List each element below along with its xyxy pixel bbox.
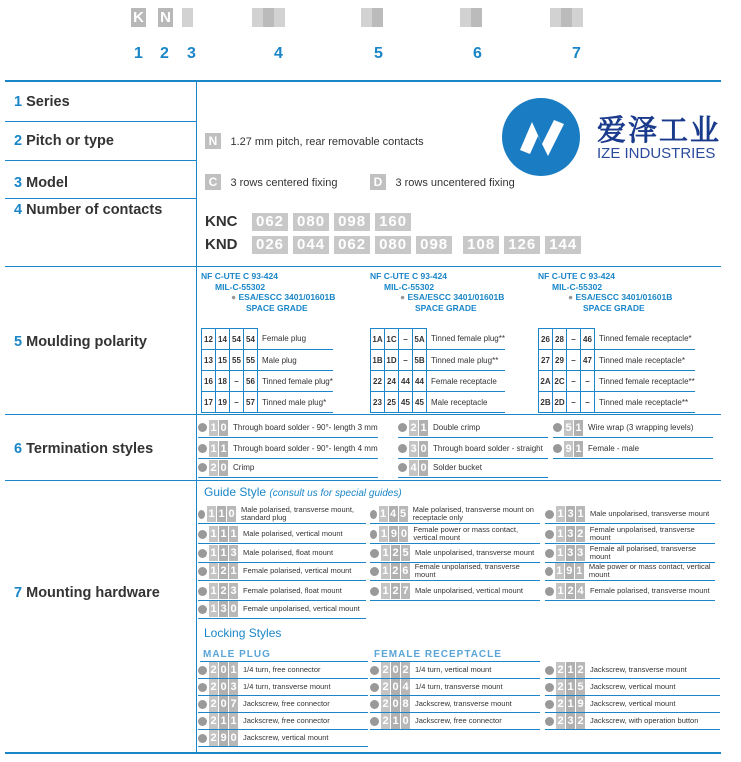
polarity-row xyxy=(202,329,333,350)
polarity-desc: Tinned male plug** xyxy=(427,350,505,371)
polarity-code: 15 xyxy=(216,350,230,371)
polarity-code: 46 xyxy=(581,329,595,350)
polarity-code: 57 xyxy=(244,392,258,413)
polarity-code: – xyxy=(567,371,581,392)
polarity-code: 13 xyxy=(202,350,216,371)
polarity-table xyxy=(538,328,695,413)
polarity-code: 16 xyxy=(202,371,216,392)
guide-item: 1 3 0 Female unpolarised, vertical mount xyxy=(198,600,366,619)
guide-item: 1 1 3 Male polarised, float mount xyxy=(198,544,366,563)
locking-style-title: Locking Styles xyxy=(204,626,282,640)
polarity-row xyxy=(202,371,333,392)
standards-header: NF C-UTE C 93-424 MIL-C-55302 ● ESA/ESCC 3401/01601B SPACE GRADE xyxy=(370,271,505,313)
locking-item: 2 9 0 Jackscrew, vertical mount xyxy=(198,730,368,747)
termination-item: 9 1 Female - male xyxy=(553,439,713,459)
guide-item: 1 2 3 Female polarised, float mount xyxy=(198,582,366,601)
polarity-code: 5A xyxy=(413,329,427,350)
code-box-n xyxy=(158,8,173,27)
locking-item: 2 0 7 Jackscrew, free connector xyxy=(198,696,368,713)
locking-item: 2 1 5 Jackscrew, vertical mount xyxy=(545,679,720,696)
section-pitch: 2 Pitch or type xyxy=(14,133,114,149)
termination-item: 4 0 Solder bucket xyxy=(398,458,548,478)
polarity-code: 29 xyxy=(553,350,567,371)
polarity-code: – xyxy=(567,392,581,413)
polarity-row xyxy=(539,371,695,392)
section-mounting: 7 Mounting hardware xyxy=(14,585,160,601)
logo-en: IZE INDUSTRIES xyxy=(597,145,716,162)
polarity-desc: Tinned female receptacle** xyxy=(595,371,695,392)
section-polarity: 5 Moulding polarity xyxy=(14,334,147,350)
guide-item: 1 3 1 Male unpolarised, transverse mount xyxy=(545,505,715,524)
polarity-code: 2D xyxy=(553,392,567,413)
guide-item: 1 2 5 Male unpolarised, transverse mount xyxy=(370,544,540,563)
polarity-code: 56 xyxy=(244,371,258,392)
polarity-code: 14 xyxy=(216,329,230,350)
polarity-code: 1C xyxy=(385,329,399,350)
code-box-6 xyxy=(460,8,482,27)
locking-item: 2 0 3 1/4 turn, transverse mount xyxy=(198,679,368,696)
polarity-code: 23 xyxy=(371,392,385,413)
polarity-row xyxy=(371,350,505,371)
termination-item: 1 1 Through board solder - 90°- length 4 mm xyxy=(198,439,378,459)
knd-values: 026 044 062 080 098 108 126 144 xyxy=(252,236,712,254)
polarity-code: 44 xyxy=(399,371,413,392)
polarity-code: – xyxy=(567,350,581,371)
code-letter: K xyxy=(131,8,146,27)
guide-style-title: Guide Style (consult us for special guides) xyxy=(204,485,402,499)
polarity-code: – xyxy=(399,350,413,371)
female-receptacle-title: FEMALE RECEPTACLE xyxy=(374,649,502,660)
knd-label: KND xyxy=(205,236,238,253)
section-series: 1 Series xyxy=(14,94,70,110)
polarity-desc: Tinned female receptacle* xyxy=(595,329,695,350)
polarity-desc: Tinned male receptacle* xyxy=(595,350,695,371)
position-1: 1 xyxy=(134,45,143,62)
guide-item: 1 1 1 Male polarised, vertical mount xyxy=(198,525,366,544)
position-2: 2 xyxy=(160,45,169,62)
polarity-code: 28 xyxy=(553,329,567,350)
locking-item: 2 3 2 Jackscrew, with operation button xyxy=(545,713,720,730)
polarity-code: 55 xyxy=(244,350,258,371)
polarity-code: 24 xyxy=(385,371,399,392)
section-termination: 6 Termination styles xyxy=(14,441,154,457)
knc-label: KNC xyxy=(205,213,238,230)
polarity-desc: Female receptacle xyxy=(427,371,505,392)
polarity-code: 2B xyxy=(539,392,553,413)
guide-item: 1 2 7 Male unpolarised, vertical mount xyxy=(370,582,540,601)
locking-item: 2 1 9 Jackscrew, vertical mount xyxy=(545,696,720,713)
polarity-code: – xyxy=(567,329,581,350)
model-option-c: C 3 rows centered fixing xyxy=(205,173,337,191)
polarity-table xyxy=(201,328,333,413)
polarity-code: 19 xyxy=(216,392,230,413)
locking-item: 2 0 4 1/4 turn, transverse mount xyxy=(370,679,540,696)
polarity-code: 54 xyxy=(230,329,244,350)
polarity-code: 27 xyxy=(539,350,553,371)
termination-item: 1 0 Through board solder - 90°- length 3 mm xyxy=(198,418,378,438)
polarity-code: – xyxy=(230,392,244,413)
polarity-desc: Male plug xyxy=(258,350,333,371)
polarity-code: 22 xyxy=(371,371,385,392)
pitch-option: N 1.27 mm pitch, rear removable contacts xyxy=(205,132,424,150)
position-3: 3 xyxy=(187,45,196,62)
polarity-desc: Tinned male receptacle** xyxy=(595,392,695,413)
position-4: 4 xyxy=(274,45,283,62)
code-box-4 xyxy=(252,8,285,27)
guide-item: 1 9 0 Female power or mass contact, vertical mount xyxy=(370,525,540,544)
polarity-row xyxy=(539,329,695,350)
polarity-code: 45 xyxy=(413,392,427,413)
polarity-code: – xyxy=(581,371,595,392)
polarity-code: 44 xyxy=(413,371,427,392)
section-model: 3 Model xyxy=(14,175,68,191)
polarity-code: 47 xyxy=(581,350,595,371)
code-box-k xyxy=(131,8,146,27)
polarity-code: 26 xyxy=(539,329,553,350)
locking-item: 2 1 2 Jackscrew, transverse mount xyxy=(545,662,720,679)
polarity-code: 55 xyxy=(230,350,244,371)
code-box-5 xyxy=(361,8,383,27)
termination-item: 2 1 Double crimp xyxy=(398,418,548,438)
termination-item: 2 0 Crimp xyxy=(198,458,378,478)
termination-item: 3 0 Through board solder - straight xyxy=(398,439,548,459)
guide-item: 1 2 4 Female polarised, transverse mount xyxy=(545,582,715,601)
polarity-code: 17 xyxy=(202,392,216,413)
polarity-code: 25 xyxy=(385,392,399,413)
polarity-desc: Tinned female plug** xyxy=(427,329,505,350)
guide-item: 1 4 5 Male polarised, transverse mount on receptacle only xyxy=(370,505,540,524)
logo-mark xyxy=(502,98,580,176)
polarity-code: 5B xyxy=(413,350,427,371)
polarity-row xyxy=(371,392,505,413)
polarity-code: 54 xyxy=(244,329,258,350)
logo-cn: 爱泽工业 xyxy=(597,115,722,147)
polarity-code: 1A xyxy=(371,329,385,350)
polarity-code: 2A xyxy=(539,371,553,392)
locking-item: 2 1 0 Jackscrew, free connector xyxy=(370,713,540,730)
polarity-row xyxy=(371,329,505,350)
polarity-row xyxy=(371,371,505,392)
position-5: 5 xyxy=(374,45,383,62)
guide-item: 1 3 2 Female unpolarised, transverse mount xyxy=(545,525,715,544)
polarity-row xyxy=(539,392,695,413)
locking-item: 2 0 2 1/4 turn, vertical mount xyxy=(370,662,540,679)
position-6: 6 xyxy=(473,45,482,62)
section-contacts: 4 Number of contacts xyxy=(14,202,163,218)
guide-item: 1 9 1 Male power or mass contact, vertical mount xyxy=(545,562,715,581)
polarity-code: 12 xyxy=(202,329,216,350)
knc-values: 062 080 098 160 xyxy=(252,213,416,231)
locking-item: 2 0 8 Jackscrew, transverse mount xyxy=(370,696,540,713)
code-box-3 xyxy=(182,8,193,27)
polarity-code: 1D xyxy=(385,350,399,371)
code-letter: N xyxy=(158,8,173,27)
polarity-code: – xyxy=(230,371,244,392)
polarity-desc: Tinned female plug* xyxy=(258,371,333,392)
polarity-desc: Tinned male plug* xyxy=(258,392,333,413)
polarity-table xyxy=(370,328,505,413)
polarity-code: 2C xyxy=(553,371,567,392)
position-7: 7 xyxy=(572,45,581,62)
polarity-code: 1B xyxy=(371,350,385,371)
polarity-code: 45 xyxy=(399,392,413,413)
model-option-d: D 3 rows uncentered fixing xyxy=(370,173,515,191)
polarity-code: – xyxy=(399,329,413,350)
guide-item: 1 1 0 Male polarised, transverse mount, standard plug xyxy=(198,505,366,524)
locking-item: 2 0 1 1/4 turn, free connector xyxy=(198,662,368,679)
guide-item: 1 2 1 Female polarised, vertical mount xyxy=(198,562,366,581)
polarity-row xyxy=(539,350,695,371)
standards-header: NF C-UTE C 93-424 MIL-C-55302 ● ESA/ESCC 3401/01601B SPACE GRADE xyxy=(201,271,336,313)
polarity-desc: Male receptacle xyxy=(427,392,505,413)
polarity-row xyxy=(202,350,333,371)
polarity-row xyxy=(202,392,333,413)
standards-header: NF C-UTE C 93-424 MIL-C-55302 ● ESA/ESCC 3401/01601B SPACE GRADE xyxy=(538,271,673,313)
code-box-7 xyxy=(550,8,583,27)
male-plug-title: MALE PLUG xyxy=(203,649,271,660)
polarity-desc: Female plug xyxy=(258,329,333,350)
guide-item: 1 3 3 Female all polarised, transverse mount xyxy=(545,544,715,563)
termination-item: 5 1 Wire wrap (3 wrapping levels) xyxy=(553,418,713,438)
guide-item: 1 2 6 Female unpolarised, transverse mount xyxy=(370,562,540,581)
polarity-code: – xyxy=(581,392,595,413)
locking-item: 2 1 1 Jackscrew, free connector xyxy=(198,713,368,730)
polarity-code: 18 xyxy=(216,371,230,392)
